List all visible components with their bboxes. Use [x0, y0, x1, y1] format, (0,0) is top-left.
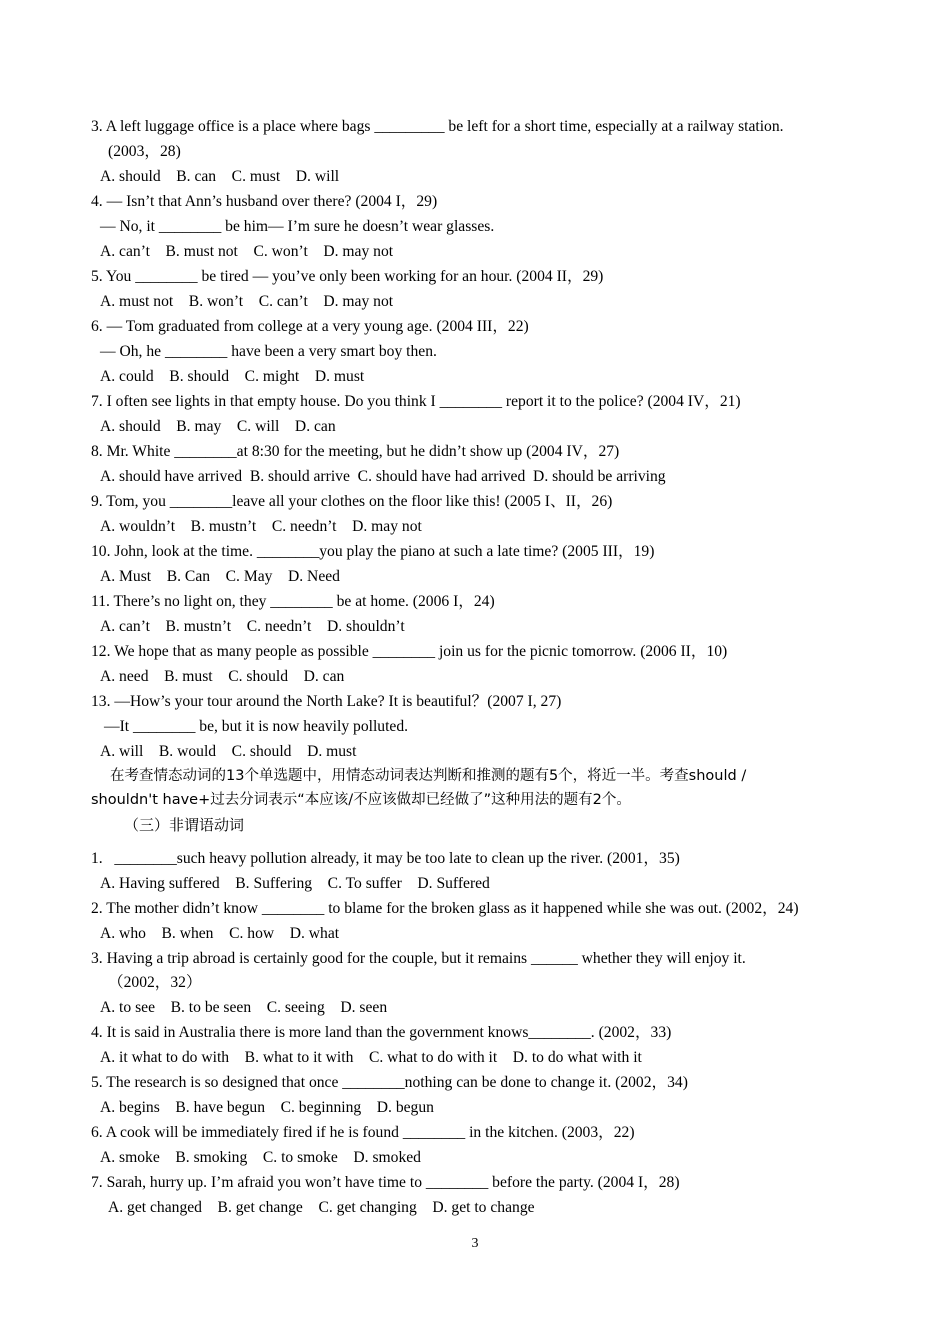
question-8-stem: 8. Mr. White ________at 8:30 for the meeting, but he didn’t show up (2004 IV，27): [91, 443, 620, 460]
question-12-stem: 12. We hope that as many people as possible ________ join us for the picnic tomorrow. (2006 II，10): [91, 643, 728, 660]
question-6-stem: 6. — Tom graduated from college at a very young age. (2004 III，22): [91, 318, 529, 335]
question-3-options: A. should B. can C. must D. will: [100, 168, 340, 185]
nf-question-5-stem: 5. The research is so designed that once ________nothing can be done to change it. (2002，34): [91, 1074, 688, 1091]
question-11-options: A. can’t B. mustn’t C. needn’t D. shouldn’t: [100, 618, 405, 635]
nf-question-5-options: A. begins B. have begun C. beginning D. begun: [100, 1099, 434, 1116]
nf-question-4-options: A. it what to do with B. what to it with C. what to do with it D. to do what with it: [100, 1049, 642, 1066]
question-13-stem: 13. —How’s your tour around the North Lake? It is beautiful？(2007 I, 27): [91, 693, 562, 710]
question-6-stem-cont: — Oh, he ________ have been a very smart boy then.: [100, 343, 437, 360]
question-10-options: A. Must B. Can C. May D. Need: [100, 568, 340, 585]
nf-question-3-stem-cont: （2002，32）: [108, 974, 202, 991]
question-9-options: A. wouldn’t B. mustn’t C. needn’t D. may not: [100, 518, 422, 535]
section-heading: （三）非谓语动词: [124, 816, 245, 834]
nf-question-3-stem: 3. Having a trip abroad is certainly good for the couple, but it remains ______ whether they will enjoy it.: [91, 950, 746, 967]
nf-question-1-options: A. Having suffered B. Suffering C. To suffer D. Suffered: [100, 875, 490, 892]
question-6-options: A. could B. should C. might D. must: [100, 368, 365, 385]
question-5-stem: 5. You ________ be tired — you’ve only been working for an hour. (2004 II，29): [91, 268, 604, 285]
question-4-options: A. can’t B. must not C. won’t D. may not: [100, 243, 394, 260]
question-8-options: A. should have arrived B. should arrive C. should have had arrived D. should be arriving: [100, 468, 666, 485]
nf-question-4-stem: 4. It is said in Australia there is more land than the government knows________. (2002，33): [91, 1024, 672, 1041]
question-12-options: A. need B. must C. should D. can: [100, 668, 345, 685]
summary-paragraph-line-1: 在考查情态动词的13个单选题中，用情态动词表达判断和推测的题有5个，将近一半。考查should /: [110, 768, 747, 784]
nf-question-6-options: A. smoke B. smoking C. to smoke D. smoked: [100, 1149, 421, 1166]
nf-question-2-stem: 2. The mother didn’t know ________ to blame for the broken glass as it happened while she was out. (2002，24): [91, 900, 799, 917]
question-7-stem: 7. I often see lights in that empty house. Do you think I ________ report it to the police? (2004 IV，21): [91, 393, 741, 410]
nf-question-7-options: A. get changed B. get change C. get changing D. get to change: [108, 1199, 535, 1216]
nf-question-6-stem: 6. A cook will be immediately fired if he is found ________ in the kitchen. (2003，22): [91, 1124, 635, 1141]
nf-question-1-stem: 1. ________such heavy pollution already, it may be too late to clean up the river. (2001，35): [91, 850, 680, 867]
question-9-stem: 9. Tom, you ________leave all your clothes on the floor like this! (2005 I、II，26): [91, 493, 613, 510]
nf-question-3-options: A. to see B. to be seen C. seeing D. seen: [100, 999, 388, 1016]
question-5-options: A. must not B. won’t C. can’t D. may not: [100, 293, 394, 310]
question-11-stem: 11. There’s no light on, they ________ be at home. (2006 I，24): [91, 593, 495, 610]
nf-question-2-options: A. who B. when C. how D. what: [100, 925, 340, 942]
question-3-stem-cont: (2003，28): [108, 143, 181, 160]
summary-paragraph-line-2: shouldn't have+过去分词表示“本应该/不应该做却已经做了”这种用法的题有2个。: [91, 792, 631, 808]
question-3-stem: 3. A left luggage office is a place where bags _________ be left for a short time, especially at a railway station.: [91, 118, 784, 135]
question-10-stem: 10. John, look at the time. ________you play the piano at such a late time? (2005 III，19): [91, 543, 655, 560]
question-13-options: A. will B. would C. should D. must: [100, 743, 357, 760]
question-4-stem-cont: — No, it ________ be him— I’m sure he doesn’t wear glasses.: [100, 218, 495, 235]
question-4-stem: 4. — Isn’t that Ann’s husband over there? (2004 I，29): [91, 193, 438, 210]
question-13-stem-cont: —It ________ be, but it is now heavily polluted.: [104, 718, 409, 735]
nf-question-7-stem: 7. Sarah, hurry up. I’m afraid you won’t have time to ________ before the party. (2004 I，28): [91, 1174, 680, 1191]
question-7-options: A. should B. may C. will D. can: [100, 418, 336, 435]
page-number: 3: [471, 1236, 479, 1251]
